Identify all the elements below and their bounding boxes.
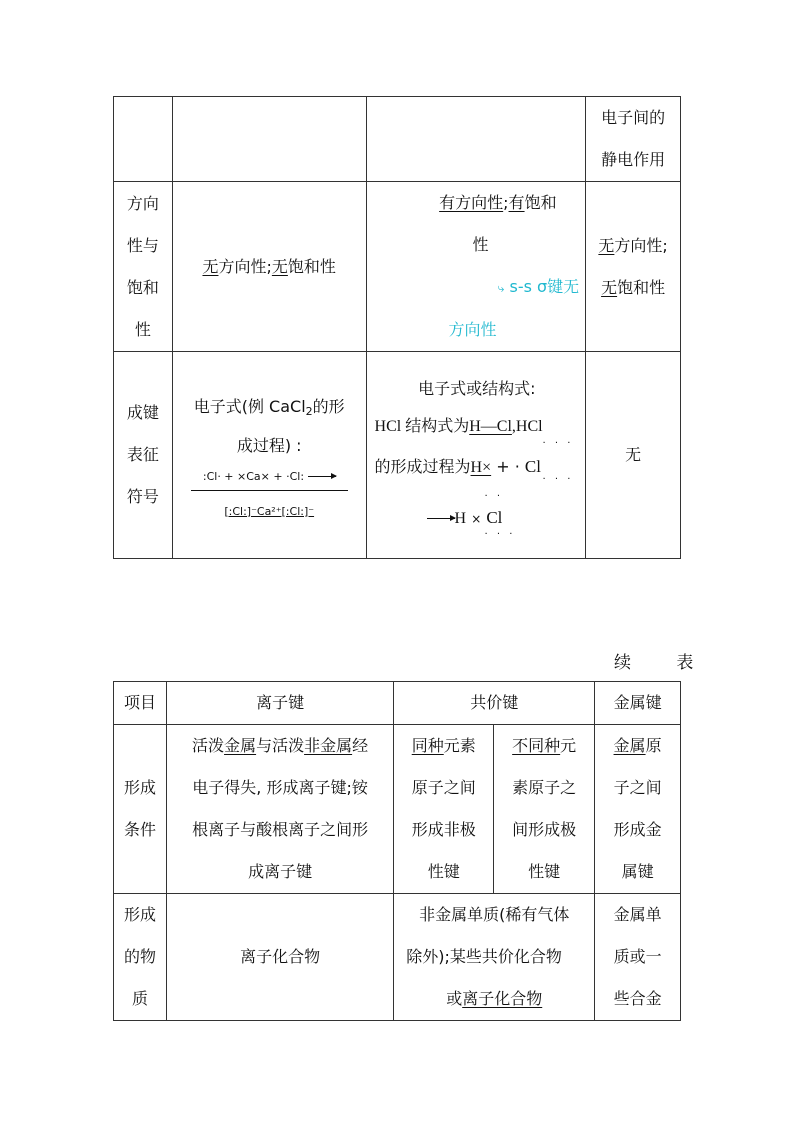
- label-line: 表征: [126, 445, 159, 464]
- underlined-text: 有方向性: [439, 193, 504, 212]
- cell-line: 属键: [621, 862, 654, 881]
- cell-line: [173, 725, 387, 767]
- ionic-symbol-cell: [172, 352, 366, 559]
- covalent-substance-cell: [394, 894, 595, 1021]
- cell-line: [375, 488, 580, 539]
- continued-label: 续 表: [614, 653, 714, 673]
- ionic-direction-cell: [172, 182, 366, 352]
- label-line: 性: [134, 319, 151, 339]
- underlined-text: 无: [598, 235, 615, 255]
- text: 与活泼: [256, 736, 305, 755]
- label-line: 方向: [126, 193, 159, 213]
- cell-line: 性: [472, 235, 489, 254]
- underlined-text: 不同种: [512, 736, 561, 755]
- text: 饱和性: [287, 256, 336, 276]
- label-line: 的物: [123, 947, 156, 966]
- text: 原: [645, 736, 662, 755]
- cell-line: 原子之间: [411, 778, 476, 797]
- underlined-text: 无: [271, 256, 288, 276]
- empty-cell: [114, 97, 173, 182]
- header-ionic: 离子键: [166, 682, 393, 725]
- label-line: 条件: [123, 820, 156, 839]
- cell-line: 根离子与酸根离子之间形: [192, 820, 369, 839]
- cell-line: [179, 386, 360, 428]
- header-covalent: 共价键: [394, 682, 595, 725]
- table-row: [114, 725, 681, 894]
- underlined-text: 无: [202, 256, 219, 276]
- table-row: [114, 352, 681, 559]
- empty-cell: [172, 97, 366, 182]
- text: 方向性;: [614, 235, 668, 255]
- label-line: 形成: [123, 905, 156, 924]
- table-row: [114, 894, 681, 1021]
- ionic-substance-cell: 离子化合物: [166, 894, 393, 1021]
- label-line: 形成: [123, 778, 156, 797]
- cell-line: 电子间的: [601, 108, 666, 127]
- metal-substance-cell: [595, 894, 681, 1021]
- text: 饱和: [524, 193, 557, 212]
- ionic-condition-cell: [166, 725, 393, 894]
- electron-dots-icon: · · ·: [542, 438, 574, 449]
- table-row: [114, 182, 681, 352]
- chlorine-symbol: Cl: [524, 457, 541, 476]
- metal-direction-cell: [586, 182, 681, 352]
- label-line: 性与: [126, 235, 159, 255]
- cell-line: 些合金: [613, 989, 662, 1008]
- text: HCl 结构式为: [374, 418, 470, 435]
- text: 电子式(例 CaCl: [193, 396, 306, 416]
- bond-comparison-table-part1: [113, 96, 681, 559]
- label-line: 饱和: [126, 277, 159, 297]
- text: 元素: [443, 736, 476, 755]
- header-metal: 金属键: [595, 682, 681, 725]
- cell-line: 素原子之: [512, 778, 577, 797]
- cell-line: 子之间: [613, 778, 662, 797]
- text: 或: [446, 989, 463, 1008]
- product-formula: [:Cl:]⁻Ca²⁺[:Cl:]⁻: [224, 504, 315, 518]
- cell-line: [400, 725, 487, 767]
- cell-line: [374, 438, 580, 488]
- header-item: 项目: [114, 682, 167, 725]
- text: 元: [560, 736, 577, 755]
- note-line: [377, 266, 580, 309]
- label-line: 符号: [126, 487, 159, 506]
- text: 经: [352, 736, 369, 755]
- underlined-text: H—Cl: [469, 418, 512, 435]
- formation-equation: [191, 466, 348, 491]
- text: 饱和性: [617, 277, 666, 297]
- electron-dots-icon: · · ·: [542, 474, 574, 485]
- cell-line: 电子得失, 形成离子键;铵: [192, 778, 368, 797]
- underlined-text: 金属: [613, 736, 646, 755]
- electron-dots-icon: · · ·: [484, 529, 516, 540]
- metal-condition-cell: [595, 725, 681, 894]
- arrow-icon: [427, 518, 455, 519]
- note-text: s-s σ键无: [509, 277, 580, 296]
- subscript: 2: [305, 404, 313, 418]
- underlined-text: 金属: [224, 736, 257, 755]
- covalent-direction-cell: [366, 182, 586, 352]
- underlined-text: 非金属: [304, 736, 353, 755]
- table-header-row: [114, 682, 681, 725]
- text: 方向性;: [218, 256, 272, 276]
- electron-cross: ×: [471, 512, 482, 526]
- cell-line: 性键: [427, 862, 460, 881]
- cell-line: 金属单: [613, 905, 662, 924]
- row-label-symbol: [114, 352, 173, 559]
- text: 的形成过程为: [374, 457, 471, 476]
- text: ;: [503, 193, 509, 212]
- text: + ·: [496, 457, 520, 476]
- metal-interaction-cell: [586, 97, 681, 182]
- arrow-icon: [308, 476, 336, 477]
- table-row: [114, 97, 681, 182]
- note-line: 方向性: [448, 320, 497, 339]
- text: 的形: [312, 396, 345, 416]
- underlined-text: H×: [470, 459, 492, 476]
- cell-line: [500, 725, 588, 767]
- covalent-symbol-cell: [366, 352, 586, 559]
- row-label-direction: [114, 182, 173, 352]
- chlorine-symbol: Cl: [486, 508, 503, 527]
- underlined-text: 离子化合物: [462, 989, 543, 1008]
- cell-line: 电子式或结构式:: [418, 379, 536, 398]
- underlined-text: 同种: [411, 736, 444, 755]
- row-label-condition: [114, 725, 167, 894]
- underlined-text: 无: [601, 277, 618, 297]
- row-label-substance: [114, 894, 167, 1021]
- bond-comparison-table-part2: [113, 681, 681, 1021]
- cell-line: 静电作用: [601, 150, 666, 169]
- cell-line: 质或一: [613, 947, 662, 966]
- cell-line: 非金属单质(稀有气体: [419, 905, 570, 924]
- cell-line: [592, 225, 674, 267]
- cell-line: [601, 725, 674, 767]
- text: ,HCl: [511, 418, 543, 435]
- label-line: 成键: [126, 403, 159, 422]
- cell-line: [396, 978, 592, 1020]
- cell-line: 成过程) :: [236, 435, 302, 455]
- nonpolar-condition-cell: [394, 725, 494, 894]
- label-line: 质: [131, 989, 148, 1008]
- cell-line: 间形成极: [512, 820, 577, 839]
- polar-condition-cell: [494, 725, 595, 894]
- cell-line: [592, 267, 674, 309]
- cell-line: 形成金: [613, 820, 662, 839]
- metal-symbol-cell: 无: [586, 352, 681, 559]
- cell-line: 形成非极: [411, 820, 476, 839]
- cell-line: 性键: [528, 862, 561, 881]
- dashed-arrow-icon: ⤷: [497, 281, 505, 295]
- text: 活泼: [192, 736, 225, 755]
- electron-dots-icon: · ·: [484, 491, 504, 502]
- cell-line: [377, 182, 580, 224]
- underlined-text: 有: [508, 193, 525, 212]
- cell-line: 除外);某些共价化合物: [406, 947, 562, 966]
- cell-line: 成离子键: [248, 862, 313, 881]
- hydrogen-symbol: H: [454, 510, 467, 527]
- empty-cell: [366, 97, 586, 182]
- equation-text: :Cl· + ×Ca× + ·Cl:: [202, 469, 305, 483]
